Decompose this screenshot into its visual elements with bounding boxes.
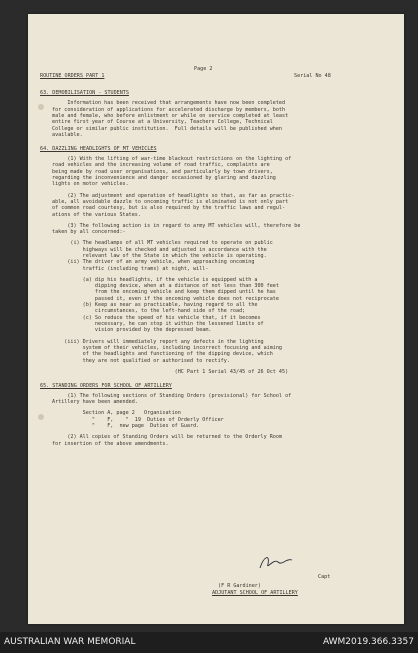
archive-footer xyxy=(0,632,418,653)
serial-number: Serial No 48 xyxy=(294,73,331,79)
body-line: Section A, page 2 Organisation xyxy=(52,410,181,417)
body-line: for insertion of the above amendments. xyxy=(52,440,169,447)
signatory-title: ADJUTANT SCHOOL OF ARTILLERY xyxy=(212,590,298,596)
body-line: of common road courtesy, but is also required by the traffic laws and regul- xyxy=(52,205,286,212)
body-line: ations of the various States. xyxy=(52,211,141,218)
body-line: (1) With the lifting of war-time blackout restrictions on the lighting of xyxy=(52,156,292,163)
body-line: road vehicles and the increasing volume of road traffic, complaints are xyxy=(52,162,270,169)
body-line: " F, " 19 Duties of Orderly Officer xyxy=(52,416,224,423)
signature-rank: Capt xyxy=(318,574,331,580)
body-line: College or similar public institution. Full details will be published when xyxy=(52,125,283,132)
body-line: system of their vehicles, including incorrect focusing and aiming xyxy=(52,344,283,351)
signatory-name: (F R Gardiner) xyxy=(218,583,261,589)
body-line: regarding the inconvenience and danger occasioned by glaring and dazzling xyxy=(52,175,276,182)
body-line: highways will be checked and adjusted in accordance with the xyxy=(52,246,267,253)
body-line: dipping device, when at a distance of not less than 300 feet xyxy=(52,283,279,290)
body-line: Artillery have been amended. xyxy=(52,399,138,406)
body-line: (c) So reduce the speed of his vehicle that, if it becomes xyxy=(52,314,261,321)
document-page xyxy=(28,14,404,624)
body-line: of the headlights and functioning of the dipping device, which xyxy=(52,351,273,358)
signature xyxy=(256,552,296,572)
section-heading: 63. DEMOBILISATION - STUDENTS xyxy=(40,90,129,96)
body-line: vision provided by the depressed beam. xyxy=(52,327,212,334)
body-line: being made by road user organisations, and particularly by town drivers, xyxy=(52,168,273,175)
page-label: Page 2 xyxy=(194,66,213,72)
body-line: (i) The headlamps of all MT vehicles required to operate on public xyxy=(52,240,273,247)
body-line: available. xyxy=(52,131,83,138)
body-line: (2) The adjustment and operation of headlights so that, as far as practic- xyxy=(52,192,295,199)
body-line: for consideration of applications for accelerated discharge by members, both xyxy=(52,106,286,113)
archive-name: AUSTRALIAN WAR MEMORIAL xyxy=(4,637,136,647)
section-heading: 64. DAZZLING HEADLIGHTS OF MT VEHICLES xyxy=(40,145,157,152)
order-header: ROUTINE ORDERS PART 1 xyxy=(40,73,105,79)
body-line: passed it, even if the oncoming vehicle does not reciprocate xyxy=(52,295,279,302)
body-line: relevant law of the State in which the vehicle is operating. xyxy=(52,252,267,259)
body-line: able, all avoidable dazzle to oncoming traffic is eliminated is not only part xyxy=(52,198,289,205)
archive-reference: AWM2019.366.3357 xyxy=(322,637,414,647)
body-line: they are not qualified or authorised to rectify. xyxy=(52,357,230,364)
body-line: (1) The following sections of Standing Orders (provisional) for School of xyxy=(52,392,292,399)
punch-hole xyxy=(38,104,44,110)
body-line: taken by all concerned:- xyxy=(52,229,126,236)
body-line: Information has been received that arrangements have now been completed xyxy=(52,100,286,107)
body-line: male and female, who before enlistment or while on service completed at least xyxy=(52,112,289,119)
body-line: circumstances, to the left-hand side of the road; xyxy=(52,308,246,315)
body-line: entire first year of Course at a University, Teachers College, Technical xyxy=(52,119,273,126)
body-line: lights on motor vehicles. xyxy=(52,181,129,188)
body-line: (2) All copies of Standing Orders will be returned to the Orderly Room xyxy=(52,434,283,441)
body-line: necessary, he can stop it within the lessened limits of xyxy=(52,321,264,328)
body-line: (HC Part 1 Serial 43/45 of 26 Oct 45) xyxy=(52,368,289,375)
body-line: (ii) The driver of an army vehicle, when approaching oncoming xyxy=(52,259,255,266)
punch-hole xyxy=(38,414,44,420)
body-line: from the oncoming vehicle and keep them dipped until he has xyxy=(52,289,276,296)
body-line: traffic (including trams) at night, will- xyxy=(52,265,209,272)
body-line: (a) dip his headlights, if the vehicle is equipped with a xyxy=(52,276,258,283)
body-line: " F, new page Duties of Guard. xyxy=(52,423,200,430)
section-heading: 65. STANDING ORDERS FOR SCHOOL OF ARTILLERY xyxy=(40,382,172,389)
body-line: (b) Keep as near as practicable, having regard to all the xyxy=(52,302,258,309)
body-line: (3) The following action is in regard to army MT vehicles will, therefore be xyxy=(52,222,301,229)
body-line: (iii) Drivers will immediately report any defects in the lighting xyxy=(52,338,264,345)
